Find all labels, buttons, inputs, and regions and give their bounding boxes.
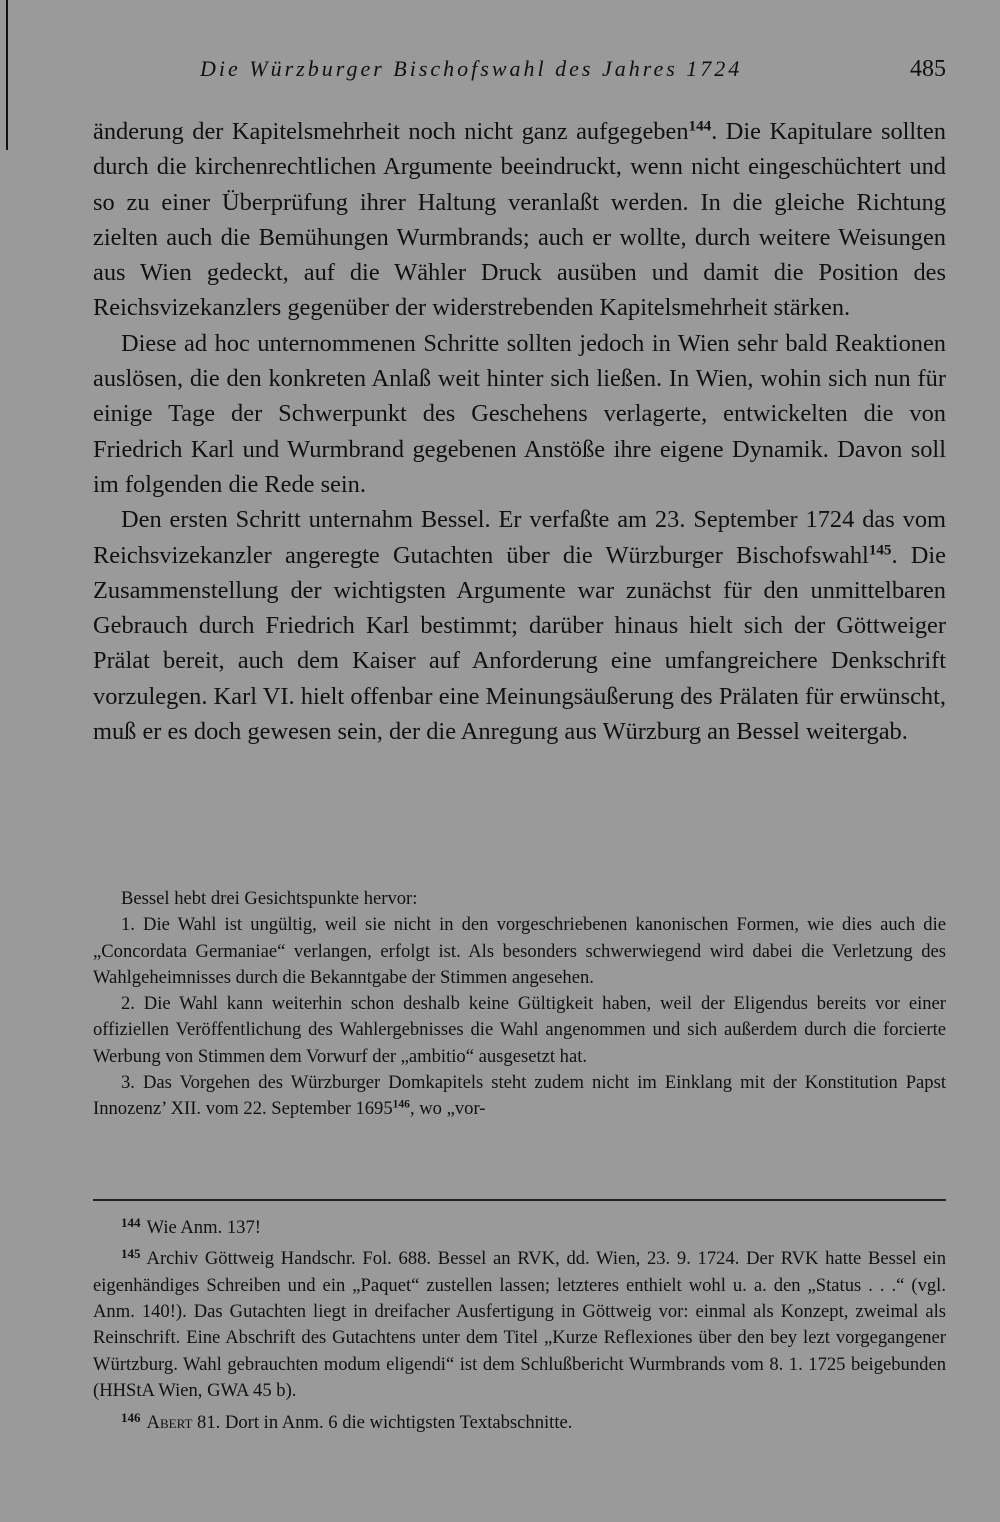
footnotes — [93, 1210, 946, 1436]
paragraph-1-text-b: . Die Kapitulare sollten durch die kirchenrechtlichen Argumente beeindruckt, wenn nicht eingeschüchtert und so zu einer Überprüfung ihrer Haltung veranlaßt werden. In die gleiche Richtung zielten auch die Bemühungen Wurmbrands; auch er wollte, durch weitere Weisungen aus Wien gedeckt, auf die Wähler Druck ausüben und damit die Position des Reichsvizekanzlers gegenüber der widerstrebenden Kapitelsmehrheit stärken. — [93, 118, 946, 322]
footnote-144-text: Wie Anm. 137! — [146, 1216, 261, 1238]
list-item-3-text-a: 3. Das Vorgehen des Würzburger Domkapitels steht zudem nicht im Einklang mit der Konstitution Papst Innozenz’ XII. vom 22. September 1695 — [93, 1072, 946, 1120]
page-number: 485 — [910, 56, 946, 82]
list-item-1: 1. Die Wahl ist ungültig, weil sie nicht in den vorgeschriebenen kanonischen Formen, wie dies auch die „Concordata Germaniae“ verlangen, erfolgt ist. Als besonders schwerwiegend wird dabei die Verletzung des Wahlgeheimnisses durch die Bekanntgabe der Stimmen angesehen. — [93, 914, 946, 988]
footnote-144-mark: 144 — [121, 1215, 141, 1230]
paragraph-3-text-a: Den ersten Schritt unternahm Bessel. Er verfaßte am 23. September 1724 das vom Reichsvizekanzler angeregte Gutachten über die Würzburger Bischofswahl — [93, 506, 946, 569]
small-print-block — [93, 886, 946, 1123]
paragraph-2: Diese ad hoc unternommenen Schritte sollten jedoch in Wien sehr bald Reaktionen auslösen, die den konkreten Anlaß weit hinter sich ließen. In Wien, wohin sich nun für einige Tage der Schwerpunkt des Geschehens verlagerte, entwickelten die von Friedrich Karl und Wurmbrand gegebenen Anstöße ihre eigene Dynamik. Davon soll im folgenden die Rede sein. — [93, 329, 946, 498]
footnote-145 — [93, 1241, 946, 1404]
paragraph-1-text-a: änderung der Kapitelsmehrheit noch nicht ganz aufgegeben — [93, 118, 689, 145]
footnote-146-mark: 146 — [121, 1409, 141, 1425]
footnote-144 — [93, 1210, 946, 1241]
paragraph-3 — [93, 502, 946, 749]
footnote-ref-144: 144 — [688, 118, 712, 135]
footnote-146-author: Abert — [146, 1411, 193, 1433]
footnote-146 — [93, 1405, 946, 1436]
list-item-2: 2. Die Wahl kann weiterhin schon deshalb keine Gültigkeit haben, weil der Eligendus bereits vor einer offiziellen Veröffentlichung des Wahlergebnisses die Wahl angenommen und sich außerdem durch die forcierte Werbung von Stimmen dem Vorwurf der „ambitio“ ausgesetzt hat. — [93, 993, 946, 1067]
main-text — [93, 114, 946, 749]
footnote-ref-145: 145 — [868, 542, 892, 559]
footnote-ref-146: 146 — [392, 1099, 410, 1112]
page-edge-line — [6, 0, 8, 150]
footnote-145-text: Archiv Göttweig Handschr. Fol. 688. Bessel an RVK, dd. Wien, 23. 9. 1724. Der RVK hatte Bessel ein eigenhändiges Schreiben und ein „Paquet“ zustellen lassen; letzteres enthielt wohl u. a. den „Status . . .“ (vgl. Anm. 140!). Das Gutachten liegt in dreifacher Ausfertigung in Göttweig vor: einmal als Konzept, zweimal als Reinschrift. Eine Abschrift des Gutachtens unter dem Titel „Kurze Reflexiones über den bey lezt vorgegangener Würtzburg. Wahl gebrauchten modum eligendi“ ist dem Schlußbericht Wurmbrands vom 8. 1. 1725 beigebunden (HHStA Wien, GWA 45 b). — [93, 1248, 946, 1402]
paragraph-3-text-b: . Die Zusammenstellung der wichtigsten Argumente war zunächst für den unmittelbaren Gebrauch durch Friedrich Karl bestimmt; darüber hinaus hielt sich der Göttweiger Prälat bereit, auch dem Kaiser auf Anforderung eine umfangreichere Denkschrift vorzulegen. Karl VI. hielt offenbar eine Meinungsäußerung des Prälaten für erwünscht, muß er es doch gewesen sein, der die Anregung aus Würzburg an Bessel weitergab. — [93, 541, 946, 746]
footnote-146-text: 81. Dort in Anm. 6 die wichtigsten Textabschnitte. — [192, 1411, 573, 1433]
footnote-145-mark: 145 — [121, 1246, 141, 1262]
footnote-divider — [93, 1199, 946, 1201]
paragraph-1 — [93, 114, 946, 326]
list-item-3-text-b: , wo „vor- — [409, 1098, 486, 1120]
running-title: Die Würzburger Bischofswahl des Jahres 1724 — [200, 56, 743, 81]
small-intro: Bessel hebt drei Gesichtspunkte hervor: — [121, 888, 418, 909]
list-item-3 — [93, 1070, 946, 1123]
page-header — [200, 56, 950, 92]
